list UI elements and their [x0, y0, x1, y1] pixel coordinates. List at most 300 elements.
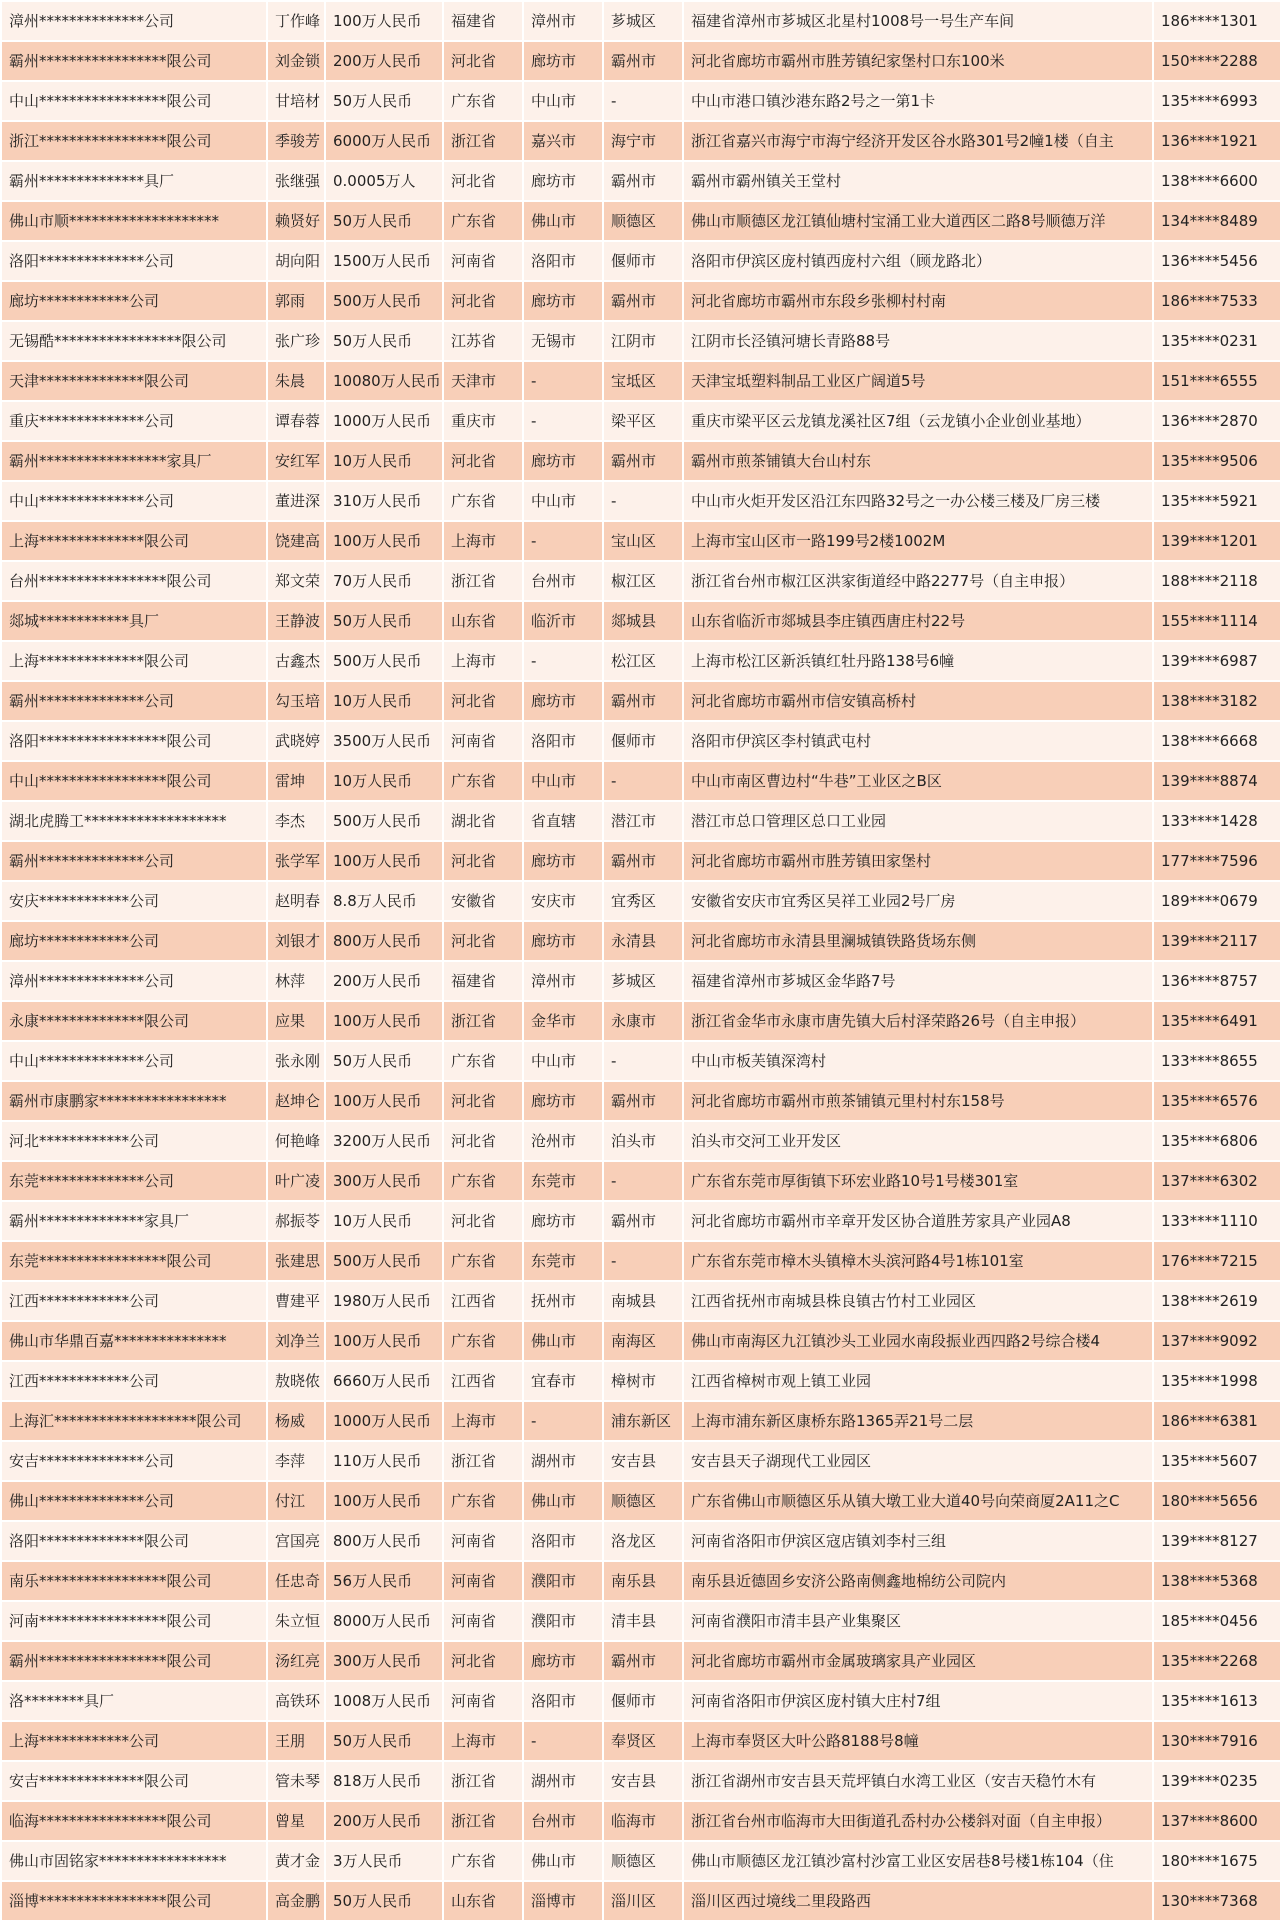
cell-city: 洛阳市: [523, 1681, 603, 1721]
cell-city: 台州市: [523, 1801, 603, 1841]
cell-phone: 139****2117: [1153, 921, 1280, 961]
cell-district: -: [603, 761, 683, 801]
table-row: [1, 1, 1280, 41]
cell-address: 淄川区西过境线二里段路西: [683, 1881, 1153, 1920]
cell-phone: 135****6806: [1153, 1121, 1280, 1161]
cell-company: 霸州**************具厂: [1, 161, 267, 201]
cell-city: 佛山市: [523, 1481, 603, 1521]
cell-contact: 张建思: [267, 1241, 325, 1281]
cell-province: 广东省: [443, 1161, 523, 1201]
cell-phone: 130****7916: [1153, 1721, 1280, 1761]
cell-phone: 135****1998: [1153, 1361, 1280, 1401]
cell-contact: 季骏芳: [267, 121, 325, 161]
cell-province: 河北省: [443, 1201, 523, 1241]
cell-city: 台州市: [523, 561, 603, 601]
cell-address: 中山市港口镇沙港东路2号之一第1卡: [683, 81, 1153, 121]
cell-address: 中山市板芙镇深湾村: [683, 1041, 1153, 1081]
cell-address: 洛阳市伊滨区李村镇武屯村: [683, 721, 1153, 761]
cell-province: 河北省: [443, 1121, 523, 1161]
cell-contact: 饶建高: [267, 521, 325, 561]
cell-province: 河南省: [443, 1521, 523, 1561]
table-row: [1, 81, 1280, 121]
cell-district: 霸州市: [603, 1081, 683, 1121]
cell-contact: 郭雨: [267, 281, 325, 321]
table-row: [1, 161, 1280, 201]
cell-province: 天津市: [443, 361, 523, 401]
cell-address: 浙江省台州市临海市大田街道孔岙村办公楼斜对面（自主申报）: [683, 1801, 1153, 1841]
cell-province: 广东省: [443, 1241, 523, 1281]
cell-phone: 138****6668: [1153, 721, 1280, 761]
cell-province: 江西省: [443, 1361, 523, 1401]
cell-phone: 136****8757: [1153, 961, 1280, 1001]
table-row: [1, 401, 1280, 441]
cell-city: 佛山市: [523, 1321, 603, 1361]
cell-province: 广东省: [443, 1321, 523, 1361]
cell-district: -: [603, 1041, 683, 1081]
cell-contact: 甘培材: [267, 81, 325, 121]
cell-phone: 135****9506: [1153, 441, 1280, 481]
cell-address: 福建省漳州市芗城区北星村1008号一号生产车间: [683, 1, 1153, 41]
cell-company: 佛山市固铭家*****************: [1, 1841, 267, 1881]
cell-address: 天津宝坻塑料制品工业区广阔道5号: [683, 361, 1153, 401]
cell-address: 浙江省嘉兴市海宁市海宁经济开发区谷水路301号2幢1楼（自主: [683, 121, 1153, 161]
cell-district: 霸州市: [603, 281, 683, 321]
cell-registered-capital: 500万人民币: [325, 801, 443, 841]
cell-city: -: [523, 401, 603, 441]
table-row: [1, 201, 1280, 241]
cell-address: 潜江市总口管理区总口工业园: [683, 801, 1153, 841]
cell-city: 洛阳市: [523, 1521, 603, 1561]
table-row: [1, 121, 1280, 161]
cell-city: 中山市: [523, 1041, 603, 1081]
cell-province: 广东省: [443, 481, 523, 521]
table-row: [1, 561, 1280, 601]
cell-contact: 赵明春: [267, 881, 325, 921]
cell-phone: 155****1114: [1153, 601, 1280, 641]
table-row: [1, 641, 1280, 681]
cell-province: 上海市: [443, 521, 523, 561]
cell-province: 广东省: [443, 201, 523, 241]
cell-company: 安吉**************限公司: [1, 1761, 267, 1801]
cell-address: 河北省廊坊市霸州市胜芳镇田家堡村: [683, 841, 1153, 881]
table-row: [1, 921, 1280, 961]
cell-phone: 135****5607: [1153, 1441, 1280, 1481]
cell-registered-capital: 1000万人民币: [325, 401, 443, 441]
cell-address: 泊头市交河工业开发区: [683, 1121, 1153, 1161]
cell-city: 沧州市: [523, 1121, 603, 1161]
cell-phone: 133****1428: [1153, 801, 1280, 841]
table-row: [1, 281, 1280, 321]
cell-registered-capital: 10万人民币: [325, 761, 443, 801]
cell-company: 漳州**************公司: [1, 1, 267, 41]
cell-registered-capital: 1500万人民币: [325, 241, 443, 281]
cell-district: 安吉县: [603, 1761, 683, 1801]
cell-phone: 137****8600: [1153, 1801, 1280, 1841]
cell-province: 广东省: [443, 1041, 523, 1081]
cell-company: 霸州*****************限公司: [1, 41, 267, 81]
cell-province: 福建省: [443, 1, 523, 41]
cell-registered-capital: 500万人民币: [325, 1241, 443, 1281]
cell-contact: 杨威: [267, 1401, 325, 1441]
cell-district: 松江区: [603, 641, 683, 681]
table-row: [1, 361, 1280, 401]
cell-phone: 134****8489: [1153, 201, 1280, 241]
cell-province: 湖北省: [443, 801, 523, 841]
cell-phone: 135****6993: [1153, 81, 1280, 121]
table-row: [1, 841, 1280, 881]
cell-contact: 管未琴: [267, 1761, 325, 1801]
cell-city: 无锡市: [523, 321, 603, 361]
cell-phone: 138****6600: [1153, 161, 1280, 201]
cell-city: 廊坊市: [523, 41, 603, 81]
cell-province: 山东省: [443, 1881, 523, 1920]
cell-registered-capital: 50万人民币: [325, 1041, 443, 1081]
cell-registered-capital: 1008万人民币: [325, 1681, 443, 1721]
cell-company: 临海*****************限公司: [1, 1801, 267, 1841]
cell-phone: 138****2619: [1153, 1281, 1280, 1321]
cell-district: 霸州市: [603, 1201, 683, 1241]
cell-province: 广东省: [443, 1841, 523, 1881]
cell-phone: 189****0679: [1153, 881, 1280, 921]
cell-contact: 安红军: [267, 441, 325, 481]
cell-phone: 139****8127: [1153, 1521, 1280, 1561]
cell-city: 洛阳市: [523, 241, 603, 281]
cell-province: 河北省: [443, 441, 523, 481]
cell-province: 河南省: [443, 1681, 523, 1721]
cell-phone: 186****1301: [1153, 1, 1280, 41]
cell-registered-capital: 500万人民币: [325, 641, 443, 681]
table-row: [1, 241, 1280, 281]
cell-district: 宝坻区: [603, 361, 683, 401]
cell-company: 中山**************公司: [1, 1041, 267, 1081]
cell-company: 江西************公司: [1, 1361, 267, 1401]
cell-address: 上海市松江区新浜镇红牡丹路138号6幢: [683, 641, 1153, 681]
cell-phone: 138****5368: [1153, 1561, 1280, 1601]
cell-address: 广东省东莞市厚街镇下环宏业路10号1号楼301室: [683, 1161, 1153, 1201]
cell-address: 上海市浦东新区康桥东路1365弄21号二层: [683, 1401, 1153, 1441]
cell-phone: 188****2118: [1153, 561, 1280, 601]
cell-address: 上海市奉贤区大叶公路8188号8幢: [683, 1721, 1153, 1761]
cell-address: 福建省漳州市芗城区金华路7号: [683, 961, 1153, 1001]
cell-city: -: [523, 641, 603, 681]
cell-city: 濮阳市: [523, 1561, 603, 1601]
cell-province: 河南省: [443, 1561, 523, 1601]
cell-province: 河北省: [443, 1641, 523, 1681]
cell-contact: 刘净兰: [267, 1321, 325, 1361]
cell-contact: 何艳峰: [267, 1121, 325, 1161]
cell-registered-capital: 310万人民币: [325, 481, 443, 521]
cell-address: 江阴市长泾镇河塘长青路88号: [683, 321, 1153, 361]
cell-district: -: [603, 481, 683, 521]
cell-province: 河北省: [443, 921, 523, 961]
cell-district: 清丰县: [603, 1601, 683, 1641]
cell-registered-capital: 6660万人民币: [325, 1361, 443, 1401]
table-row: [1, 721, 1280, 761]
cell-phone: 133****1110: [1153, 1201, 1280, 1241]
cell-city: 廊坊市: [523, 281, 603, 321]
cell-registered-capital: 50万人民币: [325, 201, 443, 241]
table-row: [1, 1881, 1280, 1920]
cell-district: 泊头市: [603, 1121, 683, 1161]
cell-province: 山东省: [443, 601, 523, 641]
cell-district: 洛龙区: [603, 1521, 683, 1561]
cell-district: 郯城县: [603, 601, 683, 641]
cell-phone: 135****6491: [1153, 1001, 1280, 1041]
cell-phone: 177****7596: [1153, 841, 1280, 881]
cell-province: 安徽省: [443, 881, 523, 921]
cell-company: 东莞*****************限公司: [1, 1241, 267, 1281]
cell-phone: 139****0235: [1153, 1761, 1280, 1801]
cell-address: 广东省东莞市樟木头镇樟木头滨河路4号1栋101室: [683, 1241, 1153, 1281]
cell-contact: 赵坤仑: [267, 1081, 325, 1121]
cell-district: 霸州市: [603, 681, 683, 721]
cell-province: 江苏省: [443, 321, 523, 361]
table-row: [1, 321, 1280, 361]
cell-registered-capital: 50万人民币: [325, 1881, 443, 1920]
table-row: [1, 761, 1280, 801]
cell-city: 湖州市: [523, 1441, 603, 1481]
cell-city: 宜春市: [523, 1361, 603, 1401]
table-row: [1, 881, 1280, 921]
cell-city: 嘉兴市: [523, 121, 603, 161]
cell-district: 椒江区: [603, 561, 683, 601]
cell-company: 台州*****************限公司: [1, 561, 267, 601]
cell-contact: 古鑫杰: [267, 641, 325, 681]
cell-registered-capital: 110万人民币: [325, 1441, 443, 1481]
cell-district: 顺德区: [603, 201, 683, 241]
cell-registered-capital: 0.0005万人: [325, 161, 443, 201]
cell-company: 霸州*****************家具厂: [1, 441, 267, 481]
cell-province: 河南省: [443, 721, 523, 761]
cell-phone: 136****2870: [1153, 401, 1280, 441]
cell-company: 中山**************公司: [1, 481, 267, 521]
cell-address: 洛阳市伊滨区庞村镇西庞村六组（顾龙路北）: [683, 241, 1153, 281]
cell-address: 河北省廊坊市永清县里澜城镇铁路货场东侧: [683, 921, 1153, 961]
cell-city: 金华市: [523, 1001, 603, 1041]
cell-address: 浙江省台州市椒江区洪家街道经中路2277号（自主申报）: [683, 561, 1153, 601]
cell-registered-capital: 3万人民币: [325, 1841, 443, 1881]
cell-contact: 王朋: [267, 1721, 325, 1761]
cell-district: 永康市: [603, 1001, 683, 1041]
cell-phone: 180****5656: [1153, 1481, 1280, 1521]
cell-phone: 186****6381: [1153, 1401, 1280, 1441]
cell-contact: 应果: [267, 1001, 325, 1041]
cell-contact: 张永刚: [267, 1041, 325, 1081]
cell-company: 无锡酷*****************限公司: [1, 321, 267, 361]
table-row: [1, 441, 1280, 481]
cell-contact: 刘银才: [267, 921, 325, 961]
cell-contact: 曾星: [267, 1801, 325, 1841]
cell-city: 漳州市: [523, 1, 603, 41]
cell-province: 广东省: [443, 81, 523, 121]
cell-company: 中山*****************限公司: [1, 761, 267, 801]
cell-contact: 谭春蓉: [267, 401, 325, 441]
cell-address: 广东省佛山市顺德区乐从镇大墩工业大道40号向荣商厦2A11之C: [683, 1481, 1153, 1521]
cell-city: 省直辖: [523, 801, 603, 841]
table-row: [1, 1001, 1280, 1041]
cell-registered-capital: 8.8万人民币: [325, 881, 443, 921]
cell-province: 浙江省: [443, 1441, 523, 1481]
cell-district: 霸州市: [603, 41, 683, 81]
cell-registered-capital: 500万人民币: [325, 281, 443, 321]
cell-district: -: [603, 81, 683, 121]
cell-registered-capital: 300万人民币: [325, 1641, 443, 1681]
cell-address: 河北省廊坊市霸州市金属玻璃家具产业园区: [683, 1641, 1153, 1681]
cell-district: 偃师市: [603, 241, 683, 281]
cell-city: 临沂市: [523, 601, 603, 641]
table-row: [1, 1361, 1280, 1401]
cell-contact: 武晓婷: [267, 721, 325, 761]
cell-registered-capital: 100万人民币: [325, 521, 443, 561]
cell-address: 南乐县近德固乡安济公路南侧鑫地棉纺公司院内: [683, 1561, 1153, 1601]
cell-phone: 135****5921: [1153, 481, 1280, 521]
cell-address: 河南省洛阳市伊滨区寇店镇刘李村三组: [683, 1521, 1153, 1561]
cell-district: -: [603, 1161, 683, 1201]
cell-city: 佛山市: [523, 201, 603, 241]
cell-city: 中山市: [523, 481, 603, 521]
cell-company: 佛山市顺********************: [1, 201, 267, 241]
cell-province: 浙江省: [443, 1761, 523, 1801]
cell-phone: 135****0231: [1153, 321, 1280, 361]
cell-city: 安庆市: [523, 881, 603, 921]
cell-district: 安吉县: [603, 1441, 683, 1481]
cell-district: 南城县: [603, 1281, 683, 1321]
table-row: [1, 1201, 1280, 1241]
cell-registered-capital: 10080万人民币: [325, 361, 443, 401]
cell-address: 上海市宝山区市一路199号2楼1002M: [683, 521, 1153, 561]
cell-city: -: [523, 1721, 603, 1761]
cell-district: 樟树市: [603, 1361, 683, 1401]
cell-registered-capital: 300万人民币: [325, 1161, 443, 1201]
cell-phone: 136****1921: [1153, 121, 1280, 161]
cell-address: 河北省廊坊市霸州市胜芳镇纪家堡村口东100米: [683, 41, 1153, 81]
cell-phone: 133****8655: [1153, 1041, 1280, 1081]
cell-company: 霸州市康鹏家*****************: [1, 1081, 267, 1121]
cell-province: 福建省: [443, 961, 523, 1001]
cell-contact: 叶广凌: [267, 1161, 325, 1201]
table-row: [1, 1561, 1280, 1601]
cell-registered-capital: 1980万人民币: [325, 1281, 443, 1321]
cell-company: 上海汇*******************限公司: [1, 1401, 267, 1441]
cell-province: 浙江省: [443, 1801, 523, 1841]
cell-contact: 黄才金: [267, 1841, 325, 1881]
table-row: [1, 1241, 1280, 1281]
cell-company: 上海**************限公司: [1, 521, 267, 561]
cell-city: -: [523, 361, 603, 401]
cell-address: 中山市火炬开发区沿江东四路32号之一办公楼三楼及厂房三楼: [683, 481, 1153, 521]
cell-company: 河南*****************限公司: [1, 1601, 267, 1641]
cell-phone: 135****1613: [1153, 1681, 1280, 1721]
table-row: [1, 601, 1280, 641]
table-row: [1, 1641, 1280, 1681]
cell-company: 漳州**************公司: [1, 961, 267, 1001]
cell-district: 偃师市: [603, 1681, 683, 1721]
cell-address: 河北省廊坊市霸州市信安镇高桥村: [683, 681, 1153, 721]
table-body: [1, 1, 1280, 1920]
cell-company: 永康**************限公司: [1, 1001, 267, 1041]
cell-province: 上海市: [443, 641, 523, 681]
cell-registered-capital: 8000万人民币: [325, 1601, 443, 1641]
cell-registered-capital: 100万人民币: [325, 1321, 443, 1361]
cell-contact: 付江: [267, 1481, 325, 1521]
table-row: [1, 961, 1280, 1001]
cell-province: 河北省: [443, 1081, 523, 1121]
cell-address: 霸州市煎茶铺镇大台山村东: [683, 441, 1153, 481]
cell-city: 廊坊市: [523, 841, 603, 881]
cell-contact: 高铁环: [267, 1681, 325, 1721]
cell-registered-capital: 200万人民币: [325, 1801, 443, 1841]
cell-city: 廊坊市: [523, 681, 603, 721]
cell-address: 河南省洛阳市伊滨区庞村镇大庄村7组: [683, 1681, 1153, 1721]
table-row: [1, 1521, 1280, 1561]
table-row: [1, 1401, 1280, 1441]
cell-phone: 137****6302: [1153, 1161, 1280, 1201]
cell-registered-capital: 200万人民币: [325, 961, 443, 1001]
cell-phone: 186****7533: [1153, 281, 1280, 321]
cell-city: 中山市: [523, 761, 603, 801]
cell-address: 河北省廊坊市霸州市东段乡张柳村村南: [683, 281, 1153, 321]
cell-district: 宜秀区: [603, 881, 683, 921]
cell-contact: 汤红亮: [267, 1641, 325, 1681]
cell-contact: 王静波: [267, 601, 325, 641]
cell-district: 芗城区: [603, 1, 683, 41]
cell-company: 天津**************限公司: [1, 361, 267, 401]
cell-province: 上海市: [443, 1401, 523, 1441]
cell-district: -: [603, 1241, 683, 1281]
cell-company: 淄博*****************限公司: [1, 1881, 267, 1920]
cell-address: 江西省樟树市观上镇工业园: [683, 1361, 1153, 1401]
cell-province: 上海市: [443, 1721, 523, 1761]
cell-address: 佛山市顺德区龙江镇仙塘村宝涌工业大道西区二路8号顺德万洋: [683, 201, 1153, 241]
cell-province: 河北省: [443, 681, 523, 721]
cell-province: 广东省: [443, 761, 523, 801]
cell-contact: 张继强: [267, 161, 325, 201]
cell-city: 东莞市: [523, 1161, 603, 1201]
cell-city: 洛阳市: [523, 721, 603, 761]
cell-city: 东莞市: [523, 1241, 603, 1281]
cell-registered-capital: 1000万人民币: [325, 1401, 443, 1441]
table-row: [1, 1161, 1280, 1201]
cell-city: 淄博市: [523, 1881, 603, 1920]
cell-registered-capital: 100万人民币: [325, 1, 443, 41]
cell-contact: 张学军: [267, 841, 325, 881]
cell-registered-capital: 818万人民币: [325, 1761, 443, 1801]
cell-district: 永清县: [603, 921, 683, 961]
cell-phone: 137****9092: [1153, 1321, 1280, 1361]
table-row: [1, 1321, 1280, 1361]
cell-address: 山东省临沂市郯城县李庄镇西唐庄村22号: [683, 601, 1153, 641]
cell-registered-capital: 100万人民币: [325, 841, 443, 881]
cell-company: 中山*****************限公司: [1, 81, 267, 121]
cell-company: 廊坊************公司: [1, 921, 267, 961]
cell-city: 抚州市: [523, 1281, 603, 1321]
cell-district: 霸州市: [603, 841, 683, 881]
table-row: [1, 1601, 1280, 1641]
cell-city: 湖州市: [523, 1761, 603, 1801]
cell-company: 霸州*****************限公司: [1, 1641, 267, 1681]
cell-company: 霸州**************公司: [1, 681, 267, 721]
cell-phone: 139****6987: [1153, 641, 1280, 681]
cell-district: 江阴市: [603, 321, 683, 361]
cell-company: 郯城************具厂: [1, 601, 267, 641]
cell-address: 重庆市梁平区云龙镇龙溪社区7组（云龙镇小企业创业基地）: [683, 401, 1153, 441]
table-row: [1, 41, 1280, 81]
cell-registered-capital: 10万人民币: [325, 681, 443, 721]
cell-district: 潜江市: [603, 801, 683, 841]
cell-contact: 郑文荣: [267, 561, 325, 601]
cell-contact: 胡向阳: [267, 241, 325, 281]
table-row: [1, 1761, 1280, 1801]
